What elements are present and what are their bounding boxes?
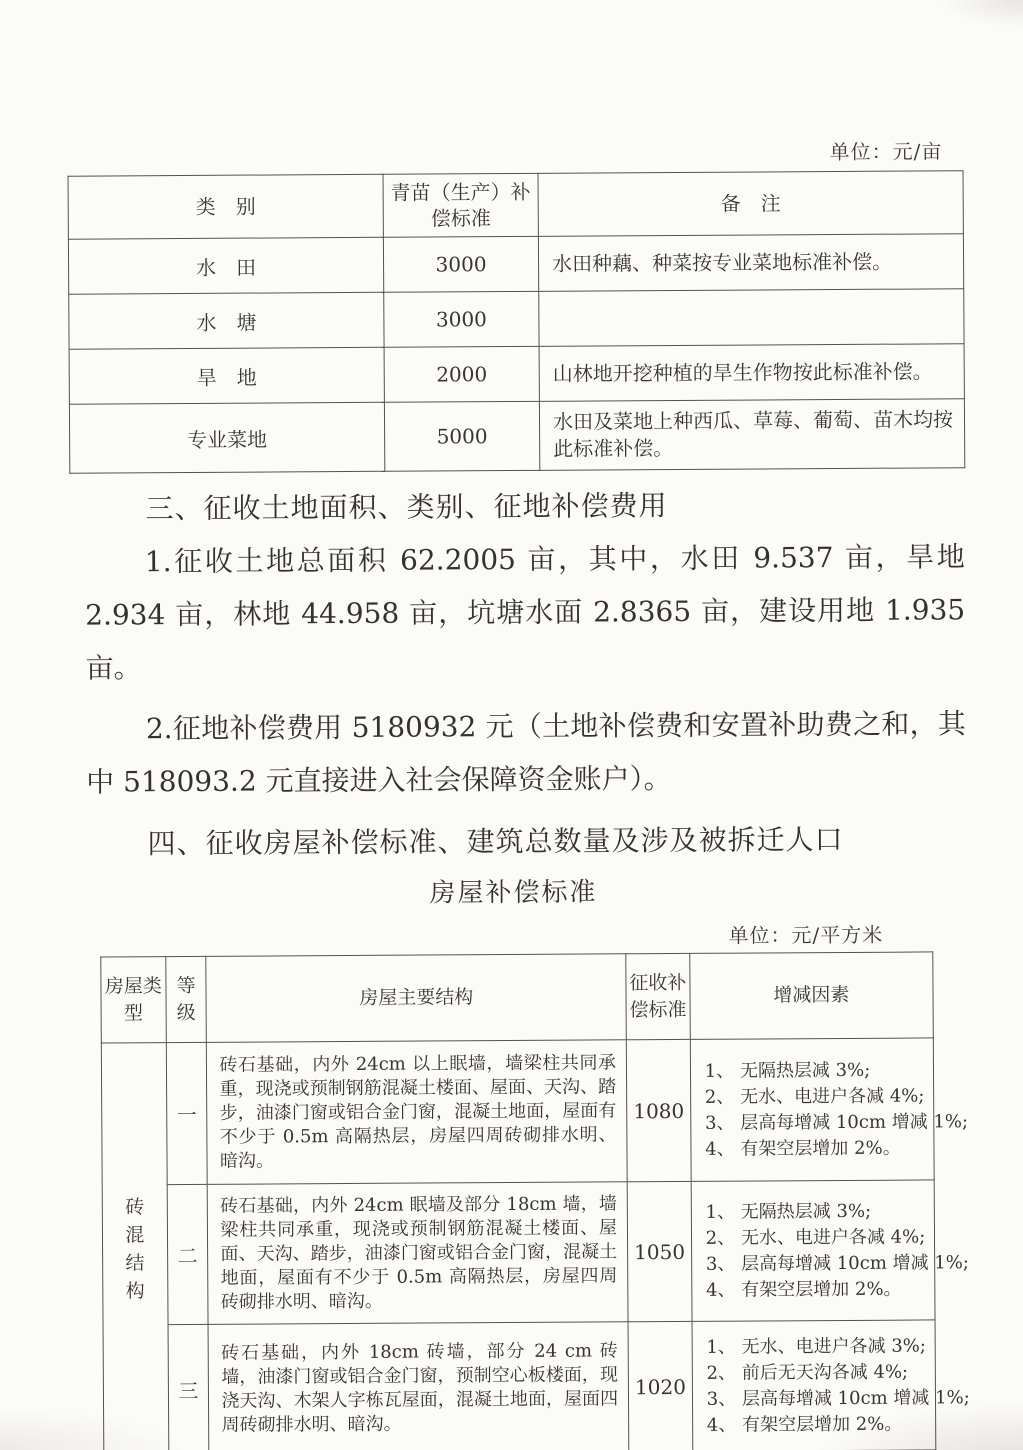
factor-line: 4、 有架空层增加 2%。 xyxy=(706,1278,902,1301)
table2-unit-label: 单位：元/平方米 xyxy=(728,922,884,948)
table-row xyxy=(68,234,963,294)
table-row xyxy=(102,1180,935,1325)
t1-header-category: 类 别 xyxy=(68,174,383,239)
land-crop-compensation-table xyxy=(68,170,966,473)
table-row xyxy=(69,399,964,473)
factor-line: 3、 层高每增减 10cm 增减 1%; xyxy=(706,1386,970,1410)
table-header-row xyxy=(101,952,934,1043)
paragraph-land-area: 1.征收土地总面积 62.2005 亩，其中，水田 9.537 亩，旱地 2.934 亩，林地 44.958 亩，坑塘水面 2.8365 亩，建设用地 1.935 亩。 xyxy=(85,540,966,685)
t2-header-house-type: 房屋类型 xyxy=(101,957,166,1043)
factor-line: 2、 无水、电进户各减 4%; xyxy=(705,1225,926,1249)
house-type-vertical-label: 砖混结构 xyxy=(125,1195,145,1302)
factor-line: 4、 有架空层增加 2%。 xyxy=(705,1137,901,1160)
section4-heading: 四、征收房屋补偿标准、建筑总数量及涉及被拆迁人口 xyxy=(147,822,844,861)
factor-line: 1、 无隔热层减 3%; xyxy=(704,1059,871,1082)
table-cell-standard: 1050 xyxy=(627,1181,692,1321)
table-cell-remark: 水田及菜地上种西瓜、草莓、葡萄、苗木均按此标准补偿。 xyxy=(539,399,964,471)
table-cell-house-type xyxy=(101,1043,168,1450)
table-cell-category: 水 田 xyxy=(68,237,383,294)
factor-line: 4、 有架空层增加 2%。 xyxy=(706,1413,903,1436)
table-row xyxy=(69,344,964,404)
table-row xyxy=(69,289,964,349)
table-cell-grade: 二 xyxy=(167,1184,209,1324)
table-cell-structure: 砖石基础，内外 18cm 砖墙，部分 24 cm 砖墙，油漆门窗或铝合金门窗，预制空心板楼面，现浇天沟、木架人字栋瓦屋面，混凝土地面，屋面四周砖砌排水明、暗沟。 xyxy=(208,1322,628,1450)
table-cell-standard: 1020 xyxy=(628,1321,692,1450)
table-cell-factors xyxy=(692,1320,970,1450)
table-cell-grade: 三 xyxy=(168,1324,209,1450)
paragraph-compensation-fee: 2.征地补偿费用 5180932 元（土地补偿费和安置补助费之和，其中 518093.2 元直接进入社会保障资金账户）。 xyxy=(86,707,966,799)
factor-line: 3、 层高每增减 10cm 增减 1%; xyxy=(705,1251,969,1275)
t2-header-standard: 征收补偿标准 xyxy=(626,953,690,1039)
table-cell-category: 专业菜地 xyxy=(69,402,384,473)
table-row xyxy=(101,1038,934,1185)
table-cell-value: 3000 xyxy=(383,236,538,292)
factor-line: 2、 无水、电进户各减 4%; xyxy=(704,1084,925,1108)
table-cell-factors xyxy=(690,1038,969,1181)
table-cell-remark xyxy=(539,289,964,347)
table-cell-category: 水 塘 xyxy=(69,292,384,349)
section3-heading: 三、征收土地面积、类别、征地补偿费用 xyxy=(145,489,668,526)
table1-unit-label: 单位：元/亩 xyxy=(829,139,943,165)
house-compensation-subtitle: 房屋补偿标准 xyxy=(429,877,598,909)
table-cell-standard: 1080 xyxy=(626,1039,691,1181)
house-compensation-table xyxy=(100,951,970,1450)
table-cell-factors xyxy=(691,1180,969,1321)
t2-header-grade: 等级 xyxy=(166,956,207,1042)
t2-header-factors: 增减因素 xyxy=(690,952,934,1039)
table-cell-value: 3000 xyxy=(384,291,539,347)
t1-header-remark: 备 注 xyxy=(538,171,963,237)
factor-line: 1、 无隔热层减 3%; xyxy=(705,1200,872,1223)
table-cell-structure: 砖石基础，内外 24cm 眠墙及部分 18cm 墙，墙梁柱共同承重，现浇或预制钢筋混凝土楼面、屋面、天沟、踏步，油漆门窗或铝合金门窗，混凝土地面，屋面有不少于 0.5m 高隔热层，房屋四周砖砌排水明、暗沟。 xyxy=(208,1182,628,1325)
table-cell-remark: 山林地开挖种植的旱生作物按此标准补偿。 xyxy=(539,344,964,402)
table-cell-grade: 一 xyxy=(166,1042,208,1184)
table-cell-structure: 砖石基础，内外 24cm 以上眠墙，墙梁柱共同承重，现浇或预制钢筋混凝土楼面、屋面、天沟、踏步，油漆门窗或铝合金门窗，混凝土地面，屋面有不少于 0.5m 高隔热层，房屋四周砖砌排水明、暗沟。 xyxy=(207,1040,628,1185)
table-cell-category: 旱 地 xyxy=(69,347,384,404)
factor-line: 1、 无水、电进户各减 3%; xyxy=(706,1334,926,1358)
factor-line: 2、 前后无天沟各减 4%; xyxy=(706,1361,909,1384)
t2-header-structure: 房屋主要结构 xyxy=(206,954,626,1043)
table-row xyxy=(103,1320,936,1450)
table-cell-value: 5000 xyxy=(384,401,539,471)
factor-line: 3、 层高每增减 10cm 增减 1%; xyxy=(704,1110,969,1134)
table-cell-remark: 水田种藕、种菜按专业菜地标准补偿。 xyxy=(538,234,963,292)
t1-header-standard: 青苗（生产）补偿标准 xyxy=(383,173,538,237)
table-header-row xyxy=(68,171,963,239)
table-cell-value: 2000 xyxy=(384,346,539,402)
